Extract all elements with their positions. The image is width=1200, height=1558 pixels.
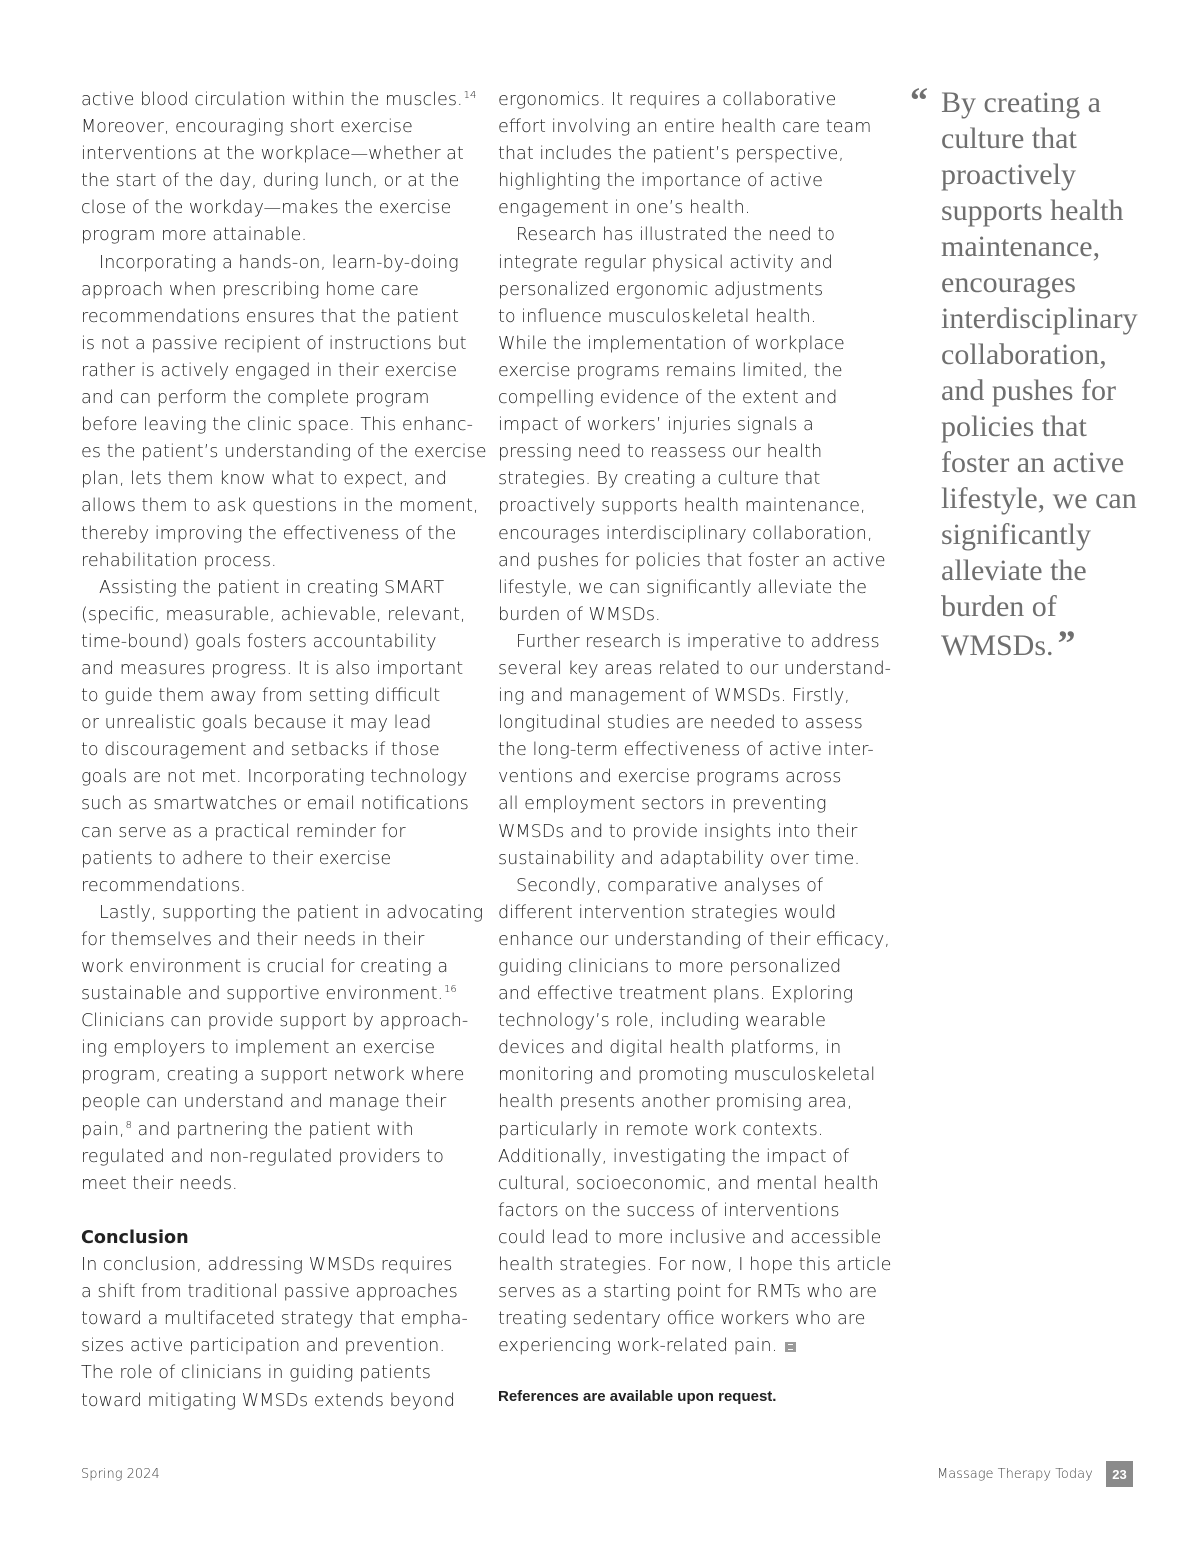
- body-line: monitoring and promoting musculoskeletal: [498, 1065, 876, 1086]
- body-line: health strategies. For now, I hope this article: [498, 1255, 892, 1276]
- pull-quote-line: foster an active: [941, 446, 1125, 479]
- body-line: toward a multifaceted strategy that empha-: [81, 1309, 468, 1330]
- pull-quote-line: maintenance,: [941, 230, 1101, 263]
- open-quote-mark: “: [910, 80, 926, 120]
- pull-quote-line: supports health: [941, 194, 1124, 227]
- body-line: the long-term effectiveness of active inter-: [498, 740, 874, 761]
- pull-quote-line: alleviate the: [941, 554, 1087, 587]
- body-line: meet their needs.: [81, 1173, 238, 1194]
- paragraph-start-line: Further research is imperative to address: [516, 631, 880, 652]
- body-line: and measures progress. It is also important: [81, 658, 464, 679]
- body-line: personalized ergonomic adjustments: [498, 279, 824, 300]
- body-line: active blood circulation within the muscles.$^{14}$: [81, 90, 477, 110]
- body-line: serves as a starting point for RMTs who are: [498, 1282, 877, 1303]
- footer-publication-name: Massage Therapy Today: [937, 1467, 1093, 1482]
- body-line: and pushes for policies that foster an active: [498, 550, 886, 571]
- paragraph-start-line: Assisting the patient in creating SMART: [99, 577, 445, 598]
- footnote-ref: 14: [463, 90, 477, 102]
- body-line: or unrealistic goals because it may lead: [81, 713, 432, 734]
- paragraph-start-line: Lastly, supporting the patient in advocating: [99, 902, 484, 923]
- body-line: pressing need to reassess our health: [498, 442, 823, 463]
- article-column-middle: [498, 87, 892, 1407]
- body-line: to guide them away from setting difficult: [81, 686, 441, 707]
- body-line: plan, lets them know what to expect, and: [81, 469, 448, 490]
- body-line: recommendations ensures that the patient: [81, 306, 459, 327]
- body-line: ing and management of WMSDs. Firstly,: [498, 686, 850, 707]
- body-line: such as smartwatches or email notifications: [81, 794, 469, 815]
- body-line: factors on the success of interventions: [498, 1200, 840, 1221]
- body-line: before leaving the clinic space. This enhanc-: [81, 415, 473, 436]
- body-line: longitudinal studies are needed to assess: [498, 713, 863, 734]
- body-line: for themselves and their needs in their: [81, 929, 425, 950]
- body-line: lifestyle, we can significantly alleviate the: [498, 577, 867, 598]
- pull-quote-line: WMSDs. ”: [941, 623, 1074, 663]
- body-line: goals are not met. Incorporating technology: [81, 767, 468, 788]
- body-line: exercise programs remains limited, the: [498, 360, 843, 381]
- body-line: cultural, socioeconomic, and mental health: [498, 1173, 879, 1194]
- body-line: a shift from traditional passive approaches: [81, 1282, 458, 1303]
- body-line: ing employers to implement an exercise: [81, 1038, 436, 1059]
- pull-quote-line: burden of: [941, 590, 1057, 623]
- body-line: encourages interdisciplinary collaboration,: [498, 523, 873, 544]
- body-line: patients to adhere to their exercise: [81, 848, 392, 869]
- body-line: sustainability and adaptability over time.: [498, 848, 860, 869]
- body-line: proactively supports health maintenance,: [498, 496, 866, 517]
- body-line: program, creating a support network where: [81, 1065, 465, 1086]
- body-line: work environment is crucial for creating a: [81, 957, 449, 977]
- body-line: interventions at the workplace—whether at: [81, 144, 464, 165]
- body-line: approach when prescribing home care: [81, 279, 419, 300]
- body-line: Moreover, encouraging short exercise: [81, 117, 413, 138]
- pull-quote-line: collaboration,: [941, 338, 1107, 371]
- body-line: burden of WMSDs.: [498, 604, 661, 625]
- footnote-ref: 16: [444, 984, 457, 996]
- body-line: In conclusion, addressing WMSDs requires: [81, 1255, 453, 1276]
- body-line: strategies. By creating a culture that: [498, 469, 821, 490]
- paragraph-start-line: Secondly, comparative analyses of: [516, 875, 824, 896]
- body-line: WMSDs and to provide insights into their: [498, 821, 858, 842]
- body-line: different intervention strategies would: [498, 902, 837, 923]
- end-of-article-icon: [785, 1342, 796, 1352]
- pull-quote-line: policies that: [941, 410, 1087, 443]
- body-line: rehabilitation process.: [81, 550, 277, 571]
- body-line: experiencing work-related pain.: [498, 1333, 878, 1360]
- paragraph-start-line: Research has illustrated the need to: [516, 225, 836, 246]
- paragraph-start-line: Incorporating a hands-on, learn-by-doing: [99, 252, 459, 273]
- section-heading: Conclusion: [81, 1227, 189, 1248]
- body-line: engagement in one’s health.: [498, 198, 751, 219]
- pull-quote-line: culture that: [941, 122, 1077, 155]
- body-line: people can understand and manage their: [81, 1092, 447, 1113]
- pull-quote-line: and pushes for: [941, 374, 1116, 407]
- body-line: health presents another promising area,: [498, 1092, 853, 1113]
- body-line: Clinicians can provide support by approach-: [81, 1011, 469, 1032]
- body-line: thereby improving the effectiveness of the: [81, 523, 457, 544]
- footer-issue-date: Spring 2024: [81, 1467, 160, 1482]
- pull-quote-line: encourages: [941, 266, 1076, 299]
- references-note: References are available upon request.: [498, 1388, 777, 1406]
- page-number-badge: 23: [1106, 1461, 1133, 1487]
- article-column-left: [81, 87, 487, 1415]
- body-line: impact of workers’ injuries signals a: [498, 415, 814, 436]
- pull-quote-line: “ By creating a: [910, 80, 1101, 120]
- body-line: to discouragement and setbacks if those: [81, 740, 440, 761]
- body-line: guiding clinicians to more personalized: [498, 957, 842, 977]
- body-line: several key areas related to our understand-: [498, 658, 891, 679]
- body-line: and can perform the complete program: [81, 388, 430, 409]
- body-line: recommendations.: [81, 875, 246, 896]
- section-spacer: [81, 1198, 473, 1225]
- pull-quote-line: proactively: [941, 158, 1076, 191]
- pull-quote: [910, 82, 1170, 664]
- body-line: treating sedentary office workers who are: [498, 1309, 866, 1330]
- body-line: Additionally, investigating the impact of: [498, 1146, 850, 1167]
- body-line: (specific, measurable, achievable, relevant,: [81, 604, 466, 625]
- body-line: time-bound) goals fosters accountability: [81, 631, 437, 652]
- body-line: can serve as a practical reminder for: [81, 821, 406, 842]
- body-line: enhance our understanding of their efficacy,: [498, 929, 890, 950]
- body-line: and effective treatment plans. Exploring: [498, 984, 854, 1005]
- body-line: rather is actively engaged in their exercise: [81, 360, 458, 381]
- body-line: particularly in remote work contexts.: [498, 1119, 824, 1140]
- body-line: integrate regular physical activity and: [498, 252, 833, 273]
- body-line: toward mitigating WMSDs extends beyond: [81, 1390, 456, 1411]
- body-line: compelling evidence of the extent and: [498, 388, 838, 409]
- body-line: highlighting the importance of active: [498, 171, 823, 192]
- body-line: allows them to ask questions in the moment,: [81, 496, 479, 517]
- close-quote-mark: ”: [1057, 623, 1074, 663]
- pull-quote-line: interdisciplinary: [941, 302, 1138, 335]
- footnote-ref: 8: [125, 1119, 132, 1131]
- body-line: program more attainable.: [81, 225, 307, 246]
- body-line: regulated and non-regulated providers to: [81, 1146, 444, 1167]
- body-line: While the implementation of workplace: [498, 333, 845, 354]
- body-line: close of the workday—makes the exercise: [81, 198, 452, 219]
- body-line: The role of clinicians in guiding patients: [81, 1363, 431, 1384]
- pull-quote-line: significantly: [941, 518, 1091, 551]
- pull-quote-line: lifestyle, we can: [941, 482, 1137, 515]
- body-line: devices and digital health platforms, in: [498, 1038, 842, 1059]
- body-line: pain,$^8$ and partnering the patient with: [81, 1119, 414, 1140]
- body-line: could lead to more inclusive and accessible: [498, 1227, 882, 1248]
- body-line: that includes the patient’s perspective,: [498, 144, 844, 165]
- body-line: technology’s role, including wearable: [498, 1011, 826, 1032]
- body-line: to influence musculoskeletal health.: [498, 306, 817, 327]
- body-line: is not a passive recipient of instructions but: [81, 333, 467, 354]
- body-line: all employment sectors in preventing: [498, 794, 827, 815]
- body-line: the start of the day, during lunch, or at the: [81, 171, 460, 192]
- body-line: sizes active participation and prevention.: [81, 1336, 445, 1357]
- body-line: ventions and exercise programs across: [498, 767, 842, 788]
- body-line: effort involving an entire health care team: [498, 117, 872, 138]
- body-line: sustainable and supportive environment.$^{16}$: [81, 984, 457, 1005]
- body-line: ergonomics. It requires a collaborative: [498, 90, 837, 110]
- body-line: es the patient’s understanding of the exercise: [81, 442, 487, 463]
